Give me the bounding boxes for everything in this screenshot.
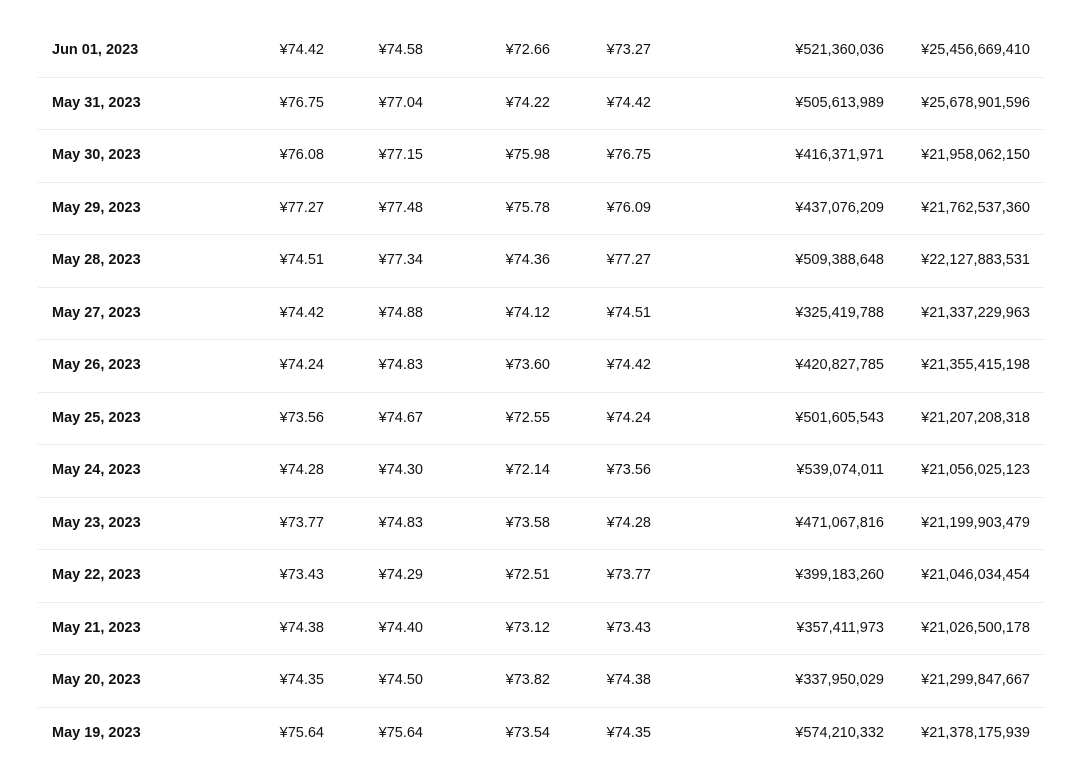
high-price-cell: ¥74.29 bbox=[379, 550, 423, 601]
table-row bbox=[38, 498, 1044, 551]
low-price-cell: ¥72.66 bbox=[506, 25, 550, 76]
market-cap-cell: ¥21,026,500,178 bbox=[921, 603, 1030, 654]
close-price-cell: ¥73.56 bbox=[607, 445, 651, 496]
volume-cell: ¥505,613,989 bbox=[795, 78, 884, 129]
low-price-cell: ¥75.78 bbox=[506, 183, 550, 234]
low-price-cell: ¥72.55 bbox=[506, 393, 550, 444]
close-price-cell: ¥74.24 bbox=[607, 393, 651, 444]
close-price-cell: ¥74.38 bbox=[607, 655, 651, 706]
market-cap-cell: ¥21,046,034,454 bbox=[921, 550, 1030, 601]
open-price-cell: ¥74.38 bbox=[280, 603, 324, 654]
volume-cell: ¥416,371,971 bbox=[795, 130, 884, 181]
date-cell: May 21, 2023 bbox=[52, 603, 141, 654]
close-price-cell: ¥74.51 bbox=[607, 288, 651, 339]
low-price-cell: ¥74.12 bbox=[506, 288, 550, 339]
open-price-cell: ¥74.42 bbox=[280, 25, 324, 76]
open-price-cell: ¥76.08 bbox=[280, 130, 324, 181]
close-price-cell: ¥74.42 bbox=[607, 78, 651, 129]
volume-cell: ¥509,388,648 bbox=[795, 235, 884, 286]
close-price-cell: ¥76.75 bbox=[607, 130, 651, 181]
close-price-cell: ¥76.09 bbox=[607, 183, 651, 234]
table-row bbox=[38, 78, 1044, 131]
table-row bbox=[38, 183, 1044, 236]
high-price-cell: ¥77.34 bbox=[379, 235, 423, 286]
high-price-cell: ¥77.48 bbox=[379, 183, 423, 234]
table-row bbox=[38, 550, 1044, 603]
date-cell: May 25, 2023 bbox=[52, 393, 141, 444]
volume-cell: ¥337,950,029 bbox=[795, 655, 884, 706]
market-cap-cell: ¥21,355,415,198 bbox=[921, 340, 1030, 391]
date-cell: May 27, 2023 bbox=[52, 288, 141, 339]
open-price-cell: ¥76.75 bbox=[280, 78, 324, 129]
market-cap-cell: ¥21,056,025,123 bbox=[921, 445, 1030, 496]
date-cell: May 22, 2023 bbox=[52, 550, 141, 601]
open-price-cell: ¥73.43 bbox=[280, 550, 324, 601]
high-price-cell: ¥74.67 bbox=[379, 393, 423, 444]
open-price-cell: ¥73.56 bbox=[280, 393, 324, 444]
market-cap-cell: ¥21,299,847,667 bbox=[921, 655, 1030, 706]
high-price-cell: ¥74.50 bbox=[379, 655, 423, 706]
close-price-cell: ¥74.35 bbox=[607, 708, 651, 759]
close-price-cell: ¥77.27 bbox=[607, 235, 651, 286]
date-cell: May 26, 2023 bbox=[52, 340, 141, 391]
market-cap-cell: ¥21,207,208,318 bbox=[921, 393, 1030, 444]
volume-cell: ¥420,827,785 bbox=[795, 340, 884, 391]
open-price-cell: ¥74.51 bbox=[280, 235, 324, 286]
table-row bbox=[38, 393, 1044, 446]
volume-cell: ¥357,411,973 bbox=[796, 603, 884, 654]
volume-cell: ¥437,076,209 bbox=[795, 183, 884, 234]
high-price-cell: ¥75.64 bbox=[379, 708, 423, 759]
volume-cell: ¥574,210,332 bbox=[795, 708, 884, 759]
high-price-cell: ¥74.30 bbox=[379, 445, 423, 496]
date-cell: May 31, 2023 bbox=[52, 78, 141, 129]
table-row bbox=[38, 603, 1044, 656]
close-price-cell: ¥73.43 bbox=[607, 603, 651, 654]
high-price-cell: ¥74.88 bbox=[379, 288, 423, 339]
price-history-table bbox=[38, 25, 1044, 759]
volume-cell: ¥325,419,788 bbox=[795, 288, 884, 339]
high-price-cell: ¥74.83 bbox=[379, 340, 423, 391]
low-price-cell: ¥72.51 bbox=[506, 550, 550, 601]
close-price-cell: ¥73.27 bbox=[607, 25, 651, 76]
date-cell: May 29, 2023 bbox=[52, 183, 141, 234]
table-row bbox=[38, 288, 1044, 341]
market-cap-cell: ¥21,762,537,360 bbox=[921, 183, 1030, 234]
market-cap-cell: ¥21,337,229,963 bbox=[921, 288, 1030, 339]
open-price-cell: ¥77.27 bbox=[280, 183, 324, 234]
low-price-cell: ¥74.22 bbox=[506, 78, 550, 129]
high-price-cell: ¥77.15 bbox=[379, 130, 423, 181]
high-price-cell: ¥74.58 bbox=[379, 25, 423, 76]
low-price-cell: ¥75.98 bbox=[506, 130, 550, 181]
open-price-cell: ¥74.28 bbox=[280, 445, 324, 496]
volume-cell: ¥471,067,816 bbox=[795, 498, 884, 549]
date-cell: May 28, 2023 bbox=[52, 235, 141, 286]
market-cap-cell: ¥25,456,669,410 bbox=[921, 25, 1030, 76]
low-price-cell: ¥73.82 bbox=[506, 655, 550, 706]
table-row bbox=[38, 235, 1044, 288]
low-price-cell: ¥73.12 bbox=[506, 603, 550, 654]
table-row bbox=[38, 708, 1044, 759]
volume-cell: ¥399,183,260 bbox=[795, 550, 884, 601]
low-price-cell: ¥73.60 bbox=[506, 340, 550, 391]
low-price-cell: ¥73.58 bbox=[506, 498, 550, 549]
date-cell: May 24, 2023 bbox=[52, 445, 141, 496]
low-price-cell: ¥74.36 bbox=[506, 235, 550, 286]
close-price-cell: ¥74.42 bbox=[607, 340, 651, 391]
open-price-cell: ¥73.77 bbox=[280, 498, 324, 549]
volume-cell: ¥539,074,011 bbox=[796, 445, 884, 496]
date-cell: May 30, 2023 bbox=[52, 130, 141, 181]
market-cap-cell: ¥22,127,883,531 bbox=[921, 235, 1030, 286]
table-row bbox=[38, 445, 1044, 498]
open-price-cell: ¥74.35 bbox=[280, 655, 324, 706]
market-cap-cell: ¥25,678,901,596 bbox=[921, 78, 1030, 129]
market-cap-cell: ¥21,199,903,479 bbox=[921, 498, 1030, 549]
market-cap-cell: ¥21,378,175,939 bbox=[921, 708, 1030, 759]
high-price-cell: ¥74.83 bbox=[379, 498, 423, 549]
table-row bbox=[38, 655, 1044, 708]
table-row bbox=[38, 130, 1044, 183]
table-row bbox=[38, 340, 1044, 393]
high-price-cell: ¥74.40 bbox=[379, 603, 423, 654]
high-price-cell: ¥77.04 bbox=[379, 78, 423, 129]
open-price-cell: ¥74.24 bbox=[280, 340, 324, 391]
open-price-cell: ¥75.64 bbox=[280, 708, 324, 759]
close-price-cell: ¥73.77 bbox=[607, 550, 651, 601]
volume-cell: ¥521,360,036 bbox=[795, 25, 884, 76]
low-price-cell: ¥73.54 bbox=[506, 708, 550, 759]
date-cell: Jun 01, 2023 bbox=[52, 25, 138, 76]
date-cell: May 20, 2023 bbox=[52, 655, 141, 706]
close-price-cell: ¥74.28 bbox=[607, 498, 651, 549]
open-price-cell: ¥74.42 bbox=[280, 288, 324, 339]
low-price-cell: ¥72.14 bbox=[506, 445, 550, 496]
date-cell: May 19, 2023 bbox=[52, 708, 141, 759]
date-cell: May 23, 2023 bbox=[52, 498, 141, 549]
market-cap-cell: ¥21,958,062,150 bbox=[921, 130, 1030, 181]
table-row bbox=[38, 25, 1044, 78]
volume-cell: ¥501,605,543 bbox=[795, 393, 884, 444]
